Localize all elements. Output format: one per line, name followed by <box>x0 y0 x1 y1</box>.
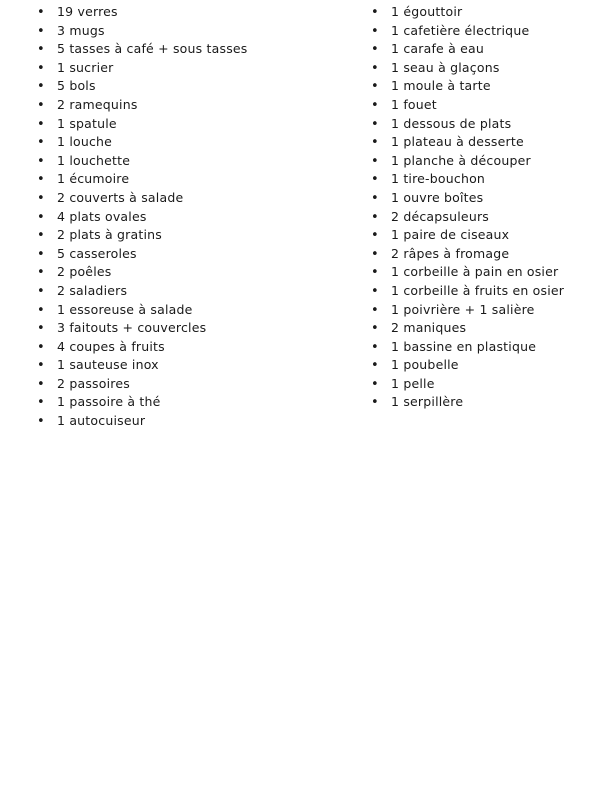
list-item <box>371 77 564 96</box>
list-item <box>37 375 248 394</box>
item-text: 1 passoire à thé <box>57 394 161 410</box>
item-text: 1 cafetière électrique <box>391 22 530 38</box>
item-text: 2 poêles <box>57 264 112 280</box>
item-text: 1 autocuiseur <box>57 413 146 429</box>
bullet-icon: • <box>371 246 379 262</box>
bullet-icon: • <box>37 339 45 355</box>
item-text: 5 bols <box>57 78 96 94</box>
item-text: 3 faitouts + couvercles <box>57 320 207 336</box>
list-item <box>371 338 564 357</box>
bullet-icon: • <box>37 395 45 411</box>
bullet-icon: • <box>37 321 45 337</box>
item-text: 2 saladiers <box>57 282 128 298</box>
bullet-icon: • <box>371 79 379 95</box>
item-text: 1 pelle <box>391 375 435 391</box>
list-item <box>37 245 248 264</box>
item-text: 1 seau à glaçons <box>391 59 500 75</box>
list-item <box>37 22 248 41</box>
list-item <box>37 133 248 152</box>
bullet-icon: • <box>37 5 45 20</box>
list-item <box>371 3 564 22</box>
item-text: 2 plats à gratins <box>57 227 162 243</box>
bullet-icon: • <box>37 265 45 281</box>
list-item <box>37 356 248 375</box>
item-text: 2 ramequins <box>57 96 138 112</box>
item-text: 2 décapsuleurs <box>391 208 489 224</box>
list-item <box>371 22 564 41</box>
inventory-list-left <box>37 3 248 431</box>
bullet-icon: • <box>37 60 45 76</box>
bullet-icon: • <box>37 302 45 318</box>
bullet-icon: • <box>37 190 45 206</box>
bullet-icon: • <box>371 60 379 76</box>
item-text: 1 serpillère <box>391 394 464 410</box>
item-text: 1 dessous de plats <box>391 115 512 131</box>
bullet-icon: • <box>371 339 379 355</box>
bullet-icon: • <box>371 321 379 337</box>
list-item <box>37 208 248 227</box>
list-item <box>371 226 564 245</box>
bullet-icon: • <box>371 5 379 20</box>
bullet-icon: • <box>37 358 45 374</box>
list-item <box>37 115 248 134</box>
list-item <box>371 115 564 134</box>
item-text: 5 tasses à café + sous tasses <box>57 41 248 57</box>
item-text: 4 coupes à fruits <box>57 338 165 354</box>
item-text: 1 paire de ciseaux <box>391 227 510 243</box>
item-text: 1 égouttoir <box>391 4 463 19</box>
list-item <box>37 282 248 301</box>
list-item <box>371 245 564 264</box>
item-text: 1 spatule <box>57 115 117 131</box>
list-item <box>371 393 564 412</box>
item-text: 2 passoires <box>57 375 130 391</box>
list-item <box>371 59 564 78</box>
bullet-icon: • <box>37 414 45 430</box>
list-item <box>37 59 248 78</box>
list-item <box>371 170 564 189</box>
list-item <box>371 152 564 171</box>
list-item <box>371 375 564 394</box>
list-item <box>37 263 248 282</box>
bullet-icon: • <box>37 79 45 95</box>
item-text: 1 planche à découper <box>391 152 531 168</box>
list-item <box>371 189 564 208</box>
item-text: 1 louchette <box>57 152 131 168</box>
item-text: 4 plats ovales <box>57 208 147 224</box>
item-text: 2 maniques <box>391 320 467 336</box>
list-item <box>37 96 248 115</box>
list-item <box>37 393 248 412</box>
bullet-icon: • <box>37 42 45 58</box>
bullet-icon: • <box>371 395 379 411</box>
bullet-icon: • <box>37 172 45 188</box>
item-text: 1 louche <box>57 134 113 150</box>
list-item <box>37 40 248 59</box>
list-item <box>371 96 564 115</box>
list-item <box>37 301 248 320</box>
item-text: 1 écumoire <box>57 171 130 187</box>
item-text: 2 râpes à fromage <box>391 245 510 261</box>
list-item <box>371 133 564 152</box>
list-item <box>371 208 564 227</box>
item-text: 1 bassine en plastique <box>391 338 537 354</box>
bullet-icon: • <box>371 42 379 58</box>
bullet-icon: • <box>37 23 45 39</box>
list-item <box>37 170 248 189</box>
item-text: 1 sauteuse inox <box>57 357 159 373</box>
list-item <box>371 356 564 375</box>
bullet-icon: • <box>37 376 45 392</box>
list-item <box>37 338 248 357</box>
item-text: 1 fouet <box>391 96 437 112</box>
bullet-icon: • <box>371 190 379 206</box>
inventory-list-right <box>371 3 564 412</box>
bullet-icon: • <box>37 153 45 169</box>
bullet-icon: • <box>371 116 379 132</box>
bullet-icon: • <box>37 97 45 113</box>
item-text: 1 tire-bouchon <box>391 171 486 187</box>
list-item <box>371 263 564 282</box>
bullet-icon: • <box>371 302 379 318</box>
item-text: 1 poivrière + 1 salière <box>391 301 535 317</box>
item-text: 19 verres <box>57 4 118 19</box>
list-item <box>371 40 564 59</box>
bullet-icon: • <box>371 23 379 39</box>
bullet-icon: • <box>371 172 379 188</box>
bullet-icon: • <box>371 135 379 151</box>
item-text: 1 ouvre boîtes <box>391 189 484 205</box>
item-text: 1 moule à tarte <box>391 78 491 94</box>
bullet-icon: • <box>371 153 379 169</box>
bullet-icon: • <box>371 209 379 225</box>
item-text: 1 carafe à eau <box>391 41 485 57</box>
bullet-icon: • <box>37 246 45 262</box>
item-text: 1 plateau à desserte <box>391 134 524 150</box>
item-text: 2 couverts à salade <box>57 189 184 205</box>
list-item <box>371 282 564 301</box>
list-item <box>37 226 248 245</box>
item-text: 5 casseroles <box>57 245 137 261</box>
list-item <box>37 189 248 208</box>
bullet-icon: • <box>371 228 379 244</box>
bullet-icon: • <box>371 283 379 299</box>
bullet-icon: • <box>371 265 379 281</box>
list-item <box>37 77 248 96</box>
bullet-icon: • <box>37 209 45 225</box>
list-item <box>37 412 248 431</box>
item-text: 1 essoreuse à salade <box>57 301 193 317</box>
item-text: 1 sucrier <box>57 59 114 75</box>
bullet-icon: • <box>37 116 45 132</box>
bullet-icon: • <box>37 135 45 151</box>
list-item <box>371 301 564 320</box>
bullet-icon: • <box>371 358 379 374</box>
item-text: 3 mugs <box>57 22 105 38</box>
item-text: 1 corbeille à fruits en osier <box>391 282 565 298</box>
list-item <box>37 3 248 22</box>
list-item <box>37 152 248 171</box>
item-text: 1 corbeille à pain en osier <box>391 264 559 280</box>
list-item <box>371 319 564 338</box>
list-item <box>37 319 248 338</box>
item-text: 1 poubelle <box>391 357 459 373</box>
bullet-icon: • <box>37 283 45 299</box>
bullet-icon: • <box>371 97 379 113</box>
bullet-icon: • <box>371 376 379 392</box>
bullet-icon: • <box>37 228 45 244</box>
